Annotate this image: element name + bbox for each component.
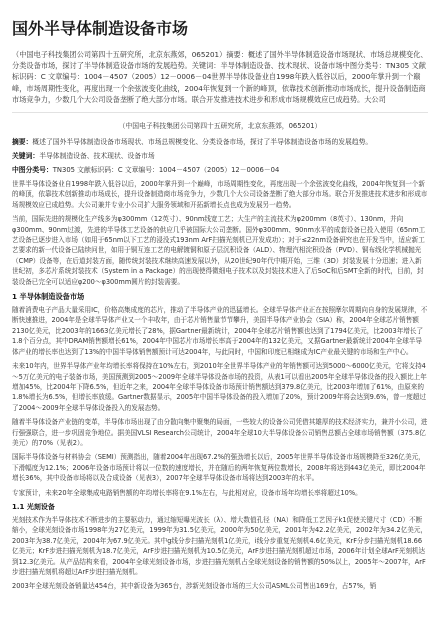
section-paragraph: 专家预计，未来20年全球集成电路销售额的年均增长率将在9.1%左右，与此相对应，设备市场年均增长率将超过10%。 xyxy=(12,488,362,497)
affiliation: （中国电子科技集团公司第四十五研究所，北京东燕郊，065201） xyxy=(118,122,322,131)
keywords-text: 半导体制造设备、技术现状、设备市场 xyxy=(39,152,155,161)
document-title: 国外半导体制造设备市场 xyxy=(12,19,189,38)
subsection-paragraph: 光刻技术作为半导体技术不断进步的主要驱动力，通过缩短曝光波长（λ）、增大数值孔径（NA）和降低工艺因子k1促使关键尺寸（CD）不断缩小，全球光刻设备市场1998年为27亿美元，1999年为31.5亿美元，2000年为50亿美元，2001年为42.2亿美元，2002年为34.2亿美元，2003年为38.7亿美元，2004年为67.9亿美元。其中g线分步扫描光刻机1亿美元，i线分步重复光刻机4.6亿美元，KrF分步扫描光刻机18.66亿美元；KrF步进扫描光刻机为18.7亿美元，ArF步进扫描光刻机为10.5亿美元，ArF步进扫描光刻机超过市场，2006年计划全球ArF光刻机达到12.3亿美元。从产品结构来看，2004年全球光刻设备市场，步进扫描光刻机占全球光刻设备的销售额的50%以上，2005年～2007年，ArF步进扫描光刻机将超过ArF步进扫描光刻机。 xyxy=(12,515,428,577)
abstract-text: 概述了国外半导体制造设备市场现状、市场总规模变化、分类设备市场，探讨了半导体制造设备市场的发展趋势。 xyxy=(32,138,373,147)
intro-paragraph: 世界半导体设备业自1998年跌入低谷以后，2000年掌升到一个巅峰，市场周期性变化，再度出现一个余弦波变化曲线，2004年恢复到一个新的峰顶，依靠技术创新推动市场成长，提升设备制造商市场竞争力，少数几个大公司设备垄断了绝大部分市场。联合开发推进技术进步和形成市场规模效应已成趋势。大公司兼并专业小公司扩大服务领域和开拓新增长点也成为发展另一趋势。 xyxy=(12,180,428,209)
classification-label: 中图分类号： xyxy=(12,166,53,175)
keywords-field xyxy=(12,151,428,162)
subsection-heading: 1.1 光刻设备 xyxy=(12,502,55,511)
classification-field xyxy=(12,165,428,176)
subsection-paragraph: 2003年全球光刻设备销量达454台，其中新设备为365台，涉新光刻设备市场的三大公司ASML公司售出169台，占57%，销 xyxy=(12,582,377,591)
keywords-label: 关键词： xyxy=(12,152,40,161)
section-heading: 1 半导体制造设备市场 xyxy=(12,292,85,302)
section-paragraph: 国际半导体设备与材料协会（SEMI）预测指出，随着2004年出现67.2%的强劲增长以后，2005年世界半导体设备市场规模降至326亿美元，下滑幅度为12.1%；2006年设备市场预计将以一位数的速度增长，并在随后的两年恢复两位数增长，2008年将达到443亿美元，即比2004年增长36%，其中设备市场将以及合成设备（见表3），2007年全球半导体设备市场将达到2003年的水平。 xyxy=(12,453,426,483)
section-paragraph: 随着消费电子产品大量采用IC，价格高集成度的芯片，推动了半导体产业的迅猛增长。全球半导体产业正在按照摩尔周期向自身的发展规律，不断快速推进，2004年是全球半导体产业又一个丰收年，由于芯片销售量节节攀升，美国半导体产业协会（SIA）称，2004年全球芯片销售额2130亿美元，比2003年的1663亿美元增长了28%，据Gartner最新统计，2004年全球芯片销售额也达到了1794亿美元，比2003年增长了1.8个百分点，其中DRAM销售额增长61%，2004年中国芯片市场增长率高于2004年的132亿美元，又据Gartner最新统计2004年全球半导体产业的增长率也达到了13%的中国半导体销售额预计可达2004年，与此同时，中国和印度已相继成为IC产业最关键的市场和生产中心。 xyxy=(12,306,428,356)
abstract-label: 摘要： xyxy=(12,138,33,147)
section-paragraph: 随着半导体设备产业链的变革，半导体市场出现了由分散向集中聚集的局面，一些较大的设备公司凭借其雄厚的技术经济实力，兼并小公司，进行强强联合，进一步巩固竞争地位。据美国VLSI Research公司统计，2004年全球10大半导体设备公司销售总额占全球市场销售额（375.8亿美元）的70%（见表2）。 xyxy=(12,418,428,447)
abstract-block: （中国电子科技集团公司第四十五研究所，北京东燕郊，065201）摘要：概述了国外半导体制造设备市场现状、市场总规模变化、分类设备市场，探讨了半导体制造设备市场的发展趋势。关键词：半导体制造设备、技术现状、设备市场中图分类号：TN305 文献标识码：C 文章编号：1004－4507（2005）12－0006－04世界半导体设备业自1998年跌入低谷以后，2000年掌升到一个巅峰，市场周期性变化，再度出现一个余弦波变化曲线，2004年恢复到一个新的峰顶，依靠技术创新推动市场成长，提升设备制造商市场竞争力，少数几个大公司设备垄断了绝大部分市场。联合开发推进技术进步和形成市场规模效应已成趋势。大公司 xyxy=(12,49,428,113)
classification-text: TN305 文献标识码：C 文章编号：1004－4507（2005）12－0006－04 xyxy=(52,166,280,175)
abstract-field xyxy=(12,137,428,148)
section-paragraph: 未来10年内，世界半导体产业年均增长率将保持在10%左右，到2010年全世界半导体产业的年销售额可达到5000～6000亿美元，它将支持4～5万亿美元的电子装备市场，美国预测到2005～2009年全球半导体设备市场的投资，从表1可以看出2005年全球半导体设备的投入额比上年增加45%，比2004年下降6.5%，但近年之来，2004年全球半导体设备市场预计销售额达到379.8亿美元，比2003年增加了61%，由原来的1.8%增长为6.5%，但增长率放缓。Gartner数据显示，2005年中国半导体设备的投入增加了20%，预计2009年将会达到9.6%，曾一度超过了2004～2009年全球半导体设备投入的发展态势。 xyxy=(12,362,427,412)
intro-paragraph: 当前，国际先进的规模化生产线多为φ300mm（12英寸）、90nm线宽工艺；大生产的主流技术为φ200mm（8英寸）、130nm，并向φ300mm、90nm过渡，先进的半导体工艺设备的供应几乎被国际大公司垄断。国外φ300mm、90nm水平的成套设备已投入使用（65nm工艺设备已逐步进入市场（如用于65nm以下工艺的浸没式193nm ArF扫描光刻机已开发成功）；对于≤22nm设备研究也在开发当中，适应新工艺要求的新一代设备已陆续问世，如用于铜互连工艺的电解镀铜和原子层沉积设备（ALD）、物理汽相淀积设备（PVD）、铜布线化学机械抛光（CMP）设备等，在后道封装方面，随传统封装技术继续高速发展以外，从20世纪90年代中期开始，三维（3D）封装发展十分迅速；进入新世纪初，多芯片系统封装技术（System in a Package）的出现使得微细电子技术以及封装技术进入了后SoC和后SMT全新的时代，目前，封装设备已完全可以适应φ200～φ300mm圆片的封装需要。 xyxy=(12,215,426,286)
